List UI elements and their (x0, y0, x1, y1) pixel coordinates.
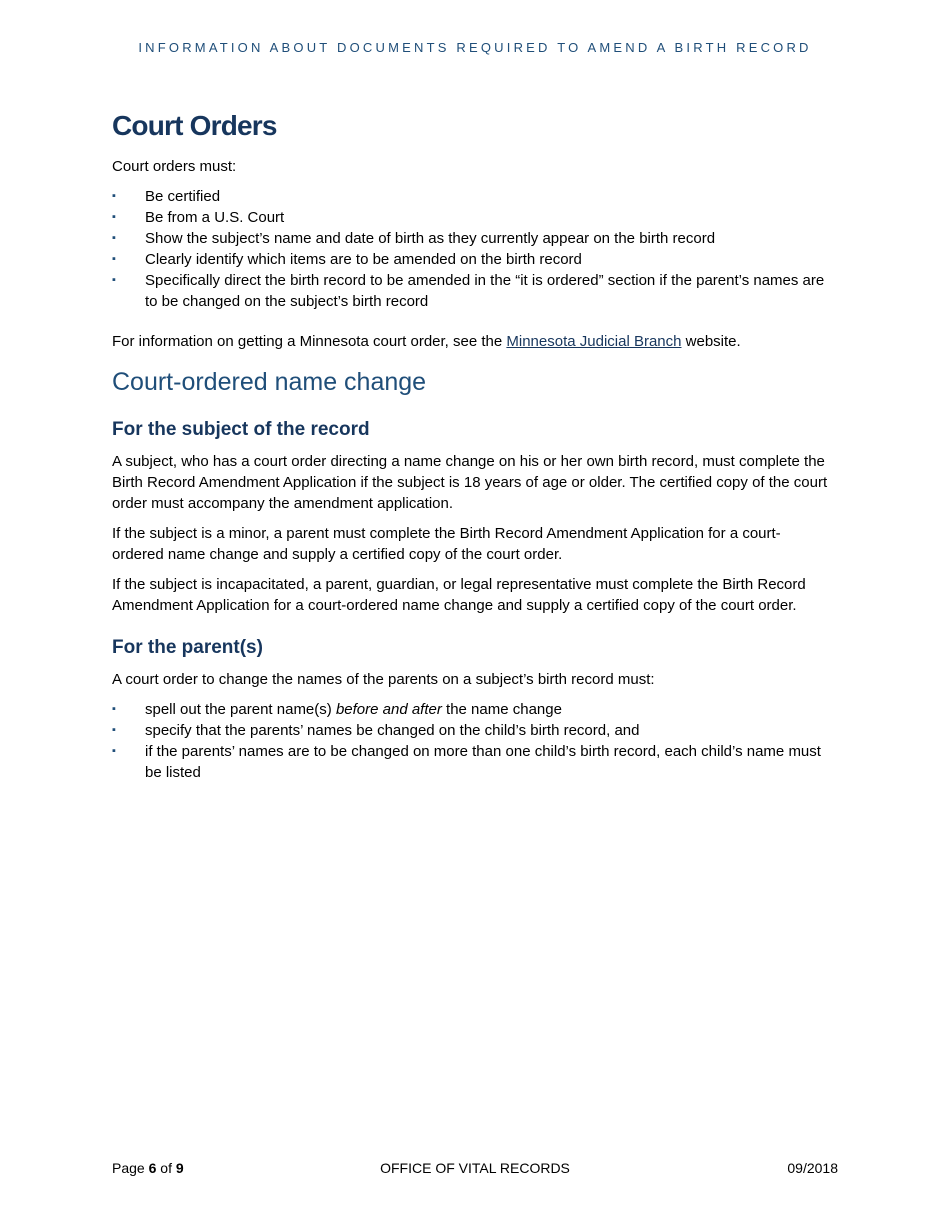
office-name: OFFICE OF VITAL RECORDS (380, 1160, 570, 1176)
list-item: ▪ Specifically direct the birth record to be amended in the “it is ordered” section if the parent’s names are to be changed on the subject’s birth record (112, 272, 825, 310)
list-item: ▪ Show the subject’s name and date of birth as they currently appear on the birth record (112, 230, 716, 247)
list-item: ▪ spell out the parent name(s) before and after the name change (112, 701, 562, 718)
revision-date: 09/2018 (787, 1160, 838, 1176)
list-item: ▪ specify that the parents’ names be changed on the child’s birth record, and (112, 722, 640, 739)
subject-paragraph: If the subject is incapacitated, a parent, guardian, or legal representative must complete the Birth Record Amendment Application for a court-ordered name change and supply a certified copy of the court order. (112, 576, 806, 614)
square-bullet-icon: ▪ (112, 724, 116, 736)
list-item: ▪ if the parents’ names are to be changed on more than one child’s birth record, each child’s name must be listed (112, 743, 821, 781)
square-bullet-icon: ▪ (112, 274, 116, 286)
page-number: Page 6 of 9 (112, 1160, 184, 1176)
square-bullet-icon: ▪ (112, 253, 116, 265)
subject-heading: For the subject of the record (112, 419, 370, 440)
square-bullet-icon: ▪ (112, 211, 116, 223)
list-item: ▪ Clearly identify which items are to be amended on the birth record (112, 251, 582, 268)
court-orders-intro: Court orders must: (112, 158, 237, 175)
parents-list (112, 699, 832, 783)
parents-intro: A court order to change the names of the parents on a subject’s birth record must: (112, 671, 655, 688)
parents-heading: For the parent(s) (112, 637, 263, 658)
page-footer (112, 1160, 838, 1180)
list-item: ▪ Be certified (112, 188, 221, 205)
square-bullet-icon: ▪ (112, 190, 116, 202)
subject-paragraph: A subject, who has a court order directing a name change on his or her own birth record, must complete the Birth Record Amendment Application if the subject is 18 years of age or older. The certified copy of the court order must accompany the amendment application. (112, 453, 828, 512)
list-item: ▪ Be from a U.S. Court (112, 209, 285, 226)
document-body (112, 108, 832, 802)
subject-paragraph: If the subject is a minor, a parent must complete the Birth Record Amendment Application for a court-ordered name change and supply a certified copy of the court order. (112, 525, 781, 563)
square-bullet-icon: ▪ (112, 703, 116, 715)
square-bullet-icon: ▪ (112, 232, 116, 244)
minnesota-judicial-branch-link[interactable]: Minnesota Judicial Branch (506, 333, 682, 350)
court-orders-list (112, 186, 832, 312)
name-change-heading: Court-ordered name change (112, 368, 427, 396)
court-order-info: For information on getting a Minnesota court order, see the Minnesota Judicial Branch website. (112, 333, 741, 350)
court-orders-heading: Court Orders (112, 110, 277, 141)
page-header: INFORMATION ABOUT DOCUMENTS REQUIRED TO AMEND A BIRTH RECORD (138, 40, 812, 55)
square-bullet-icon: ▪ (112, 745, 116, 757)
